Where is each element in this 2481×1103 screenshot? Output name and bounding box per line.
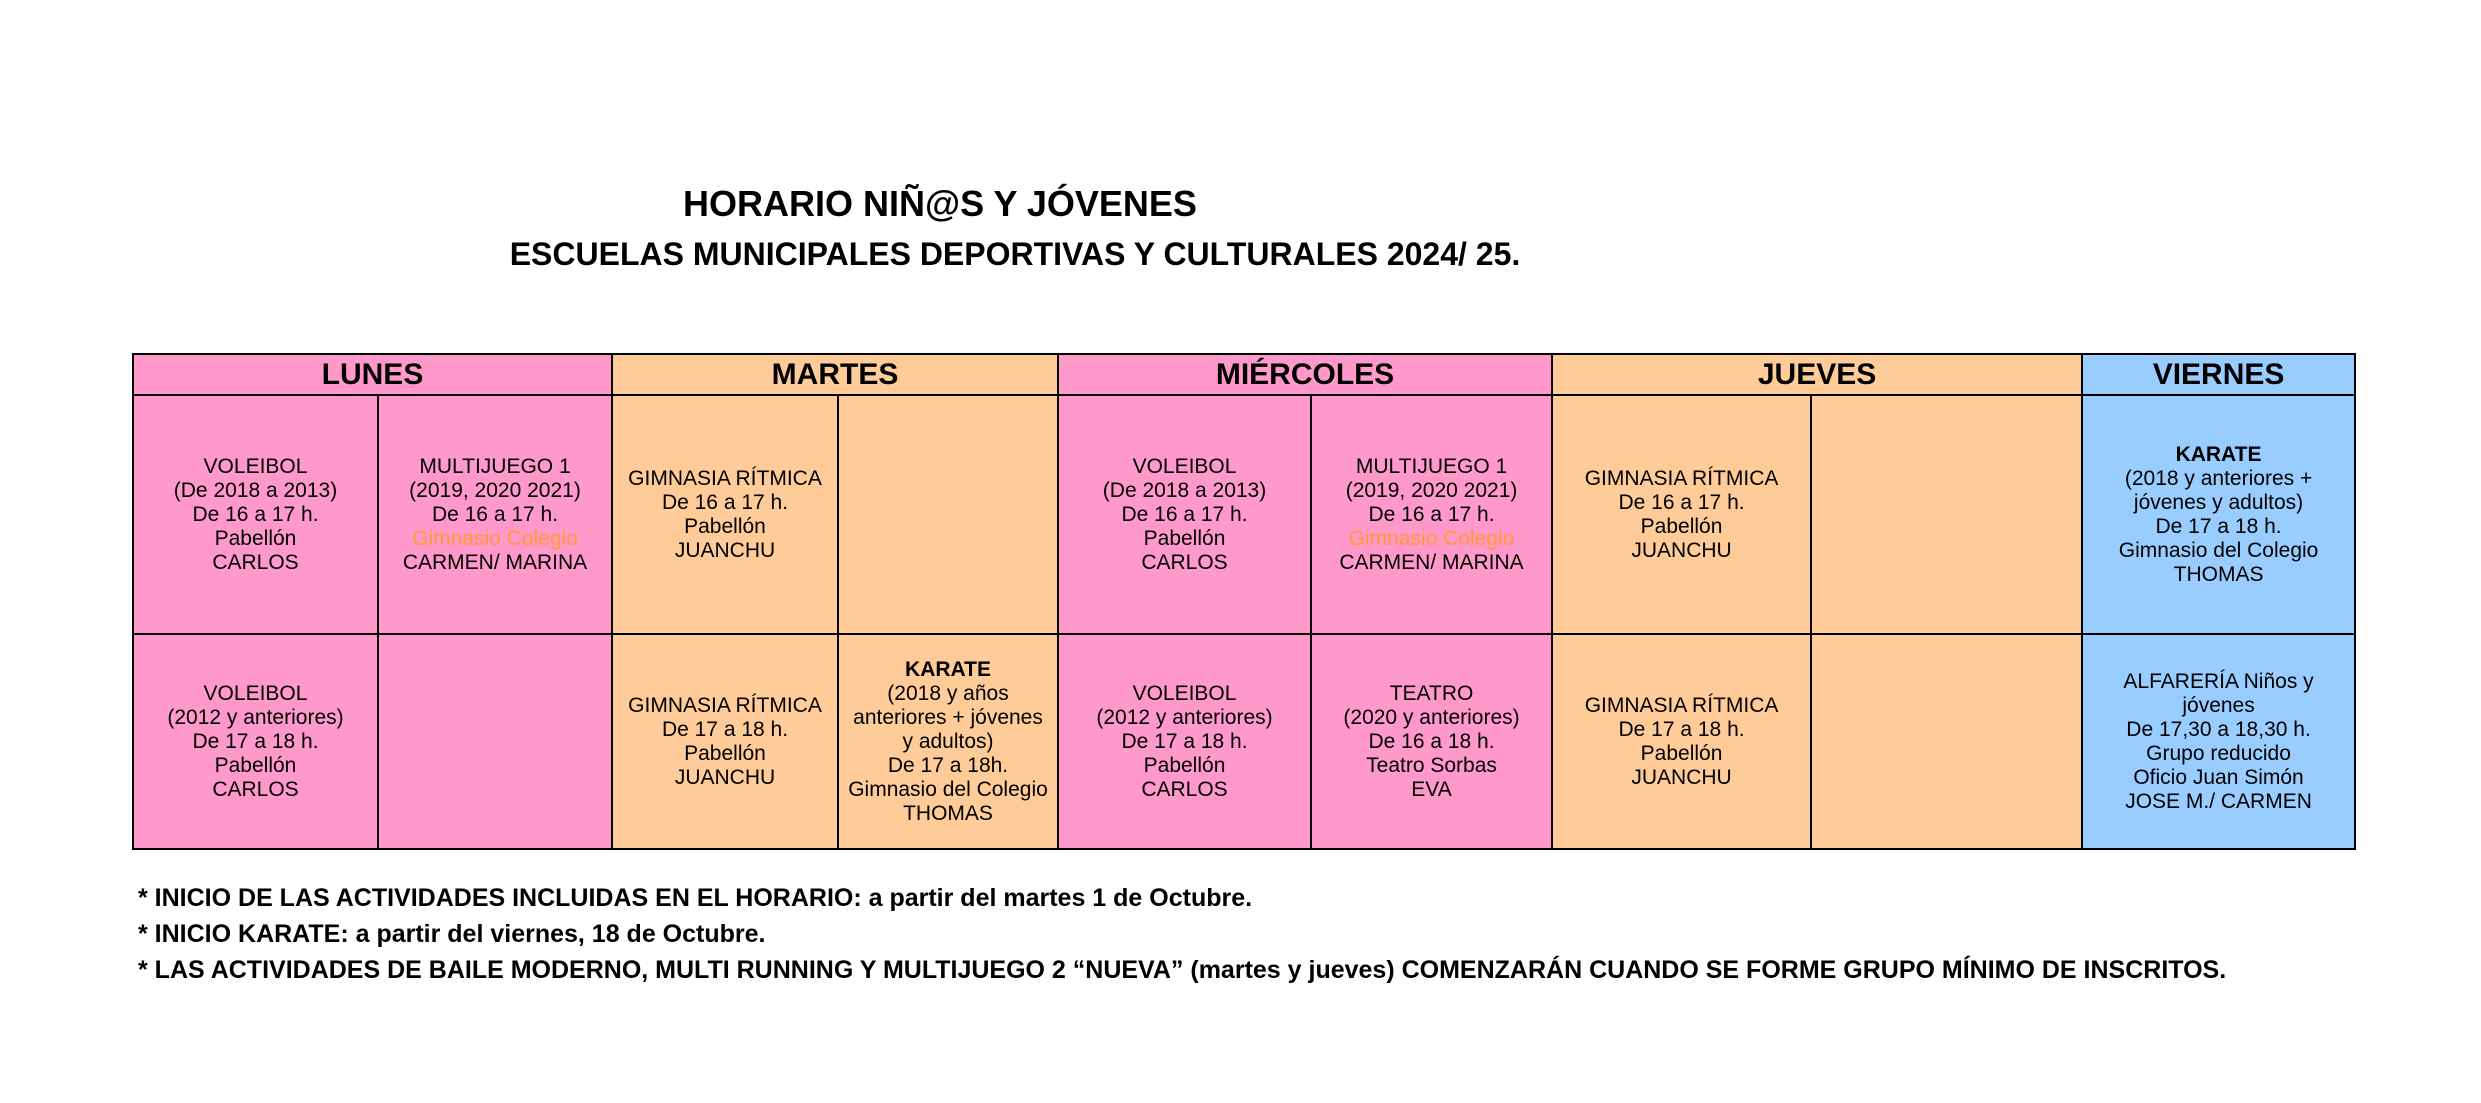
activity-ages: (2019, 2020 2021) [409, 478, 581, 502]
activity-time: De 16 a 17 h. [431, 502, 559, 526]
activity-name: KARATE [905, 657, 991, 681]
day-header-row [133, 354, 2355, 395]
activity-time: De 17 a 18 h. [1121, 729, 1248, 753]
activity-ages: (2018 y años [887, 681, 1009, 705]
day-header-lunes: LUNES [133, 354, 612, 395]
activity-time: De 17 a 18 h. [2155, 514, 2282, 538]
activity-ages: (De 2018 a 2013) [173, 478, 338, 502]
activity-time: De 16 a 18 h. [1368, 729, 1495, 753]
activity-note: Grupo reducido [2146, 741, 2291, 765]
activity-cell [1311, 395, 1552, 634]
activity-teacher: JUANCHU [1631, 765, 1732, 789]
activity-teacher: JUANCHU [674, 538, 776, 562]
activity-cell [612, 634, 838, 849]
activity-ages: (2019, 2020 2021) [1345, 478, 1518, 502]
day-header-viernes: VIERNES [2082, 354, 2355, 395]
activity-ages: (2012 y anteriores) [167, 705, 344, 729]
activity-time: De 17 a 18 h. [192, 729, 319, 753]
activity-place: Pabellón [684, 741, 766, 765]
activity-teacher: CARLOS [1141, 550, 1228, 574]
activity-place: Teatro Sorbas [1366, 753, 1497, 777]
note-line: * LAS ACTIVIDADES DE BAILE MODERNO, MULTI RUNNING Y MULTIJUEGO 2 “NUEVA” (martes y jueves) COMENZARÁN CUANDO SE FORME GRUPO MÍNIMO DE INSCRITOS. [138, 956, 2227, 984]
activity-place: Pabellón [214, 753, 297, 777]
activity-cell [133, 395, 378, 634]
activity-place: Pabellón [1143, 753, 1226, 777]
activity-time: De 16 a 17 h. [192, 502, 319, 526]
activity-time: De 17,30 a 18,30 h. [2126, 717, 2311, 741]
activity-ages: anteriores + jóvenes [853, 705, 1043, 729]
activity-cell [2082, 634, 2355, 849]
schedule-table [132, 353, 2356, 850]
schedule-notes [138, 880, 2226, 988]
activity-teacher: CARMEN/ MARINA [402, 550, 588, 574]
activity-time: De 16 a 17 h. [661, 490, 789, 514]
activity-teacher: CARLOS [1141, 777, 1228, 801]
activity-ages: (2012 y anteriores) [1096, 705, 1273, 729]
activity-name: jóvenes [2182, 693, 2255, 717]
activity-ages: (2018 y anteriores + [2124, 466, 2313, 490]
activity-ages: y adultos) [902, 729, 994, 753]
activity-time: De 16 a 17 h. [1121, 502, 1248, 526]
activity-time: De 17 a 18 h. [661, 717, 789, 741]
activity-teacher: JUANCHU [674, 765, 776, 789]
activity-name: GIMNASIA RÍTMICA [1584, 466, 1779, 490]
activity-time: De 17 a 18 h. [1618, 717, 1745, 741]
activity-cell [1552, 395, 1811, 634]
activity-name: TEATRO [1389, 681, 1474, 705]
note-line: * INICIO KARATE: a partir del viernes, 18 de Octubre. [138, 920, 766, 948]
activity-time: De 16 a 17 h. [1618, 490, 1745, 514]
day-header-miercoles: MIÉRCOLES [1058, 354, 1552, 395]
activity-name: ALFARERÍA Niños y [2123, 669, 2314, 693]
activity-place: Gimnasio del Colegio [848, 777, 1048, 801]
empty-cell [1811, 395, 2082, 634]
activity-name: MULTIJUEGO 1 [419, 454, 571, 478]
activity-teacher: CARLOS [212, 550, 299, 574]
empty-cell [1811, 634, 2082, 849]
activity-name: VOLEIBOL [1132, 681, 1237, 705]
activity-place: Gimnasio Colegio [1348, 526, 1515, 550]
page-subtitle: ESCUELAS MUNICIPALES DEPORTIVAS Y CULTURALES 2024/ 25. [509, 236, 1521, 272]
activity-place: Pabellón [1640, 741, 1723, 765]
activity-teacher: JUANCHU [1631, 538, 1732, 562]
activity-name: MULTIJUEGO 1 [1355, 454, 1508, 478]
activity-teacher: JOSE M./ CARMEN [2125, 789, 2312, 813]
activity-place: Pabellón [1143, 526, 1226, 550]
activity-teacher: THOMAS [2173, 562, 2264, 586]
activity-cell [1058, 634, 1311, 849]
activity-teacher: THOMAS [903, 801, 993, 825]
activity-place: Oficio Juan Simón [2133, 765, 2304, 789]
schedule-row-2 [133, 634, 2355, 849]
activity-time: De 17 a 18h. [887, 753, 1009, 777]
activity-cell [378, 395, 612, 634]
activity-place: Pabellón [1640, 514, 1723, 538]
activity-cell [1311, 634, 1552, 849]
activity-teacher: EVA [1411, 777, 1452, 801]
activity-place: Pabellón [214, 526, 297, 550]
activity-name: GIMNASIA RÍTMICA [1584, 693, 1779, 717]
activity-name: KARATE [2175, 442, 2262, 466]
activity-place: Pabellón [684, 514, 766, 538]
activity-cell [133, 634, 378, 849]
activity-cell [2082, 395, 2355, 634]
day-header-jueves: JUEVES [1552, 354, 2082, 395]
empty-cell [378, 634, 612, 849]
activity-name: GIMNASIA RÍTMICA [628, 466, 822, 490]
activity-name: VOLEIBOL [1132, 454, 1237, 478]
empty-cell [838, 395, 1058, 634]
activity-cell [1058, 395, 1311, 634]
activity-ages: (2020 y anteriores) [1343, 705, 1520, 729]
activity-ages: jóvenes y adultos) [2133, 490, 2304, 514]
activity-time: De 16 a 17 h. [1368, 502, 1495, 526]
day-header-martes: MARTES [612, 354, 1058, 395]
schedule-row-1 [133, 395, 2355, 634]
activity-teacher: CARMEN/ MARINA [1339, 550, 1524, 574]
note-line: * INICIO DE LAS ACTIVIDADES INCLUIDAS EN EL HORARIO: a partir del martes 1 de Octubre. [138, 884, 1253, 912]
activity-teacher: CARLOS [212, 777, 299, 801]
activity-name: VOLEIBOL [203, 681, 308, 705]
activity-name: VOLEIBOL [203, 454, 308, 478]
page-title: HORARIO NIÑ@S Y JÓVENES [683, 183, 1197, 224]
activity-ages: (De 2018 a 2013) [1102, 478, 1267, 502]
activity-cell [838, 634, 1058, 849]
activity-place: Gimnasio Colegio [412, 526, 578, 550]
activity-cell [612, 395, 838, 634]
activity-cell [1552, 634, 1811, 849]
activity-place: Gimnasio del Colegio [2118, 538, 2319, 562]
activity-name: GIMNASIA RÍTMICA [628, 693, 822, 717]
